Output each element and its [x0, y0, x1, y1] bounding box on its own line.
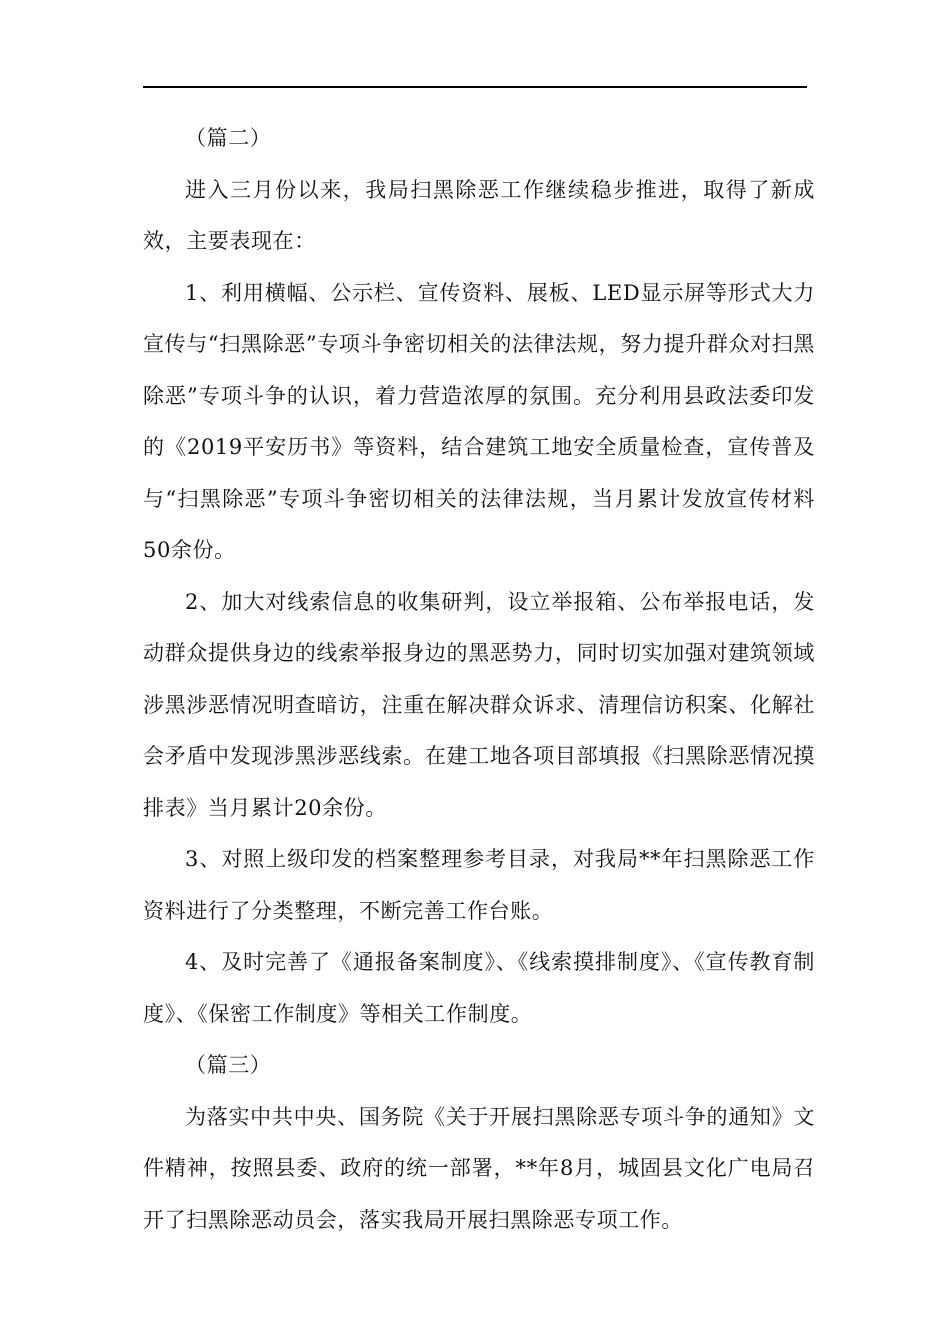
item-4-paragraph: 4、及时完善了《通报备案制度》、《线索摸排制度》、《宣传教育制度》、《保密工作制度》等相关工作制度。	[143, 950, 815, 1026]
item-3-paragraph: 3、对照上级印发的档案整理参考目录，对我局**年扫黑除恶工作资料进行了分类整理，不断完善工作台账。	[143, 847, 815, 923]
section-heading-3: （篇三）	[185, 1053, 272, 1077]
item-1-paragraph: 1、利用横幅、公示栏、宣传资料、展板、LED显示屏等形式大力宣传与“扫黑除恶”专项斗争密切相关的法律法规，努力提升群众对扫黑除恶”专项斗争的认识，着力营造浓厚的氛围。充分利用县政法委印发的《2019平安历书》等资料，结合建筑工地安全质量检查，宣传普及与“扫黑除恶”专项斗争密切相关的法律法规，当月累计发放宣传材料50余份。	[143, 280, 815, 562]
header-rule	[143, 86, 807, 88]
section-heading-2: （篇二）	[185, 126, 272, 150]
intro-paragraph: 进入三月份以来，我局扫黑除恶工作继续稳步推进，取得了新成效，主要表现在：	[143, 177, 815, 253]
section-3-paragraph: 为落实中共中央、国务院《关于开展扫黑除恶专项斗争的通知》文件精神，按照县委、政府的统一部署，**年8月，城固县文化广电局召开了扫黑除恶动员会，落实我局开展扫黑除恶专项工作。	[143, 1104, 815, 1232]
document-body	[143, 113, 815, 1246]
item-2-paragraph: 2、加大对线索信息的收集研判，设立举报箱、公布举报电话，发动群众提供身边的线索举报身边的黑恶势力，同时切实加强对建筑领域涉黑涉恶情况明查暗访，注重在解决群众诉求、清理信访积案、化解社会矛盾中发现涉黑涉恶线索。在建工地各项目部填报《扫黑除恶情况摸排表》当月累计20余份。	[143, 589, 815, 820]
